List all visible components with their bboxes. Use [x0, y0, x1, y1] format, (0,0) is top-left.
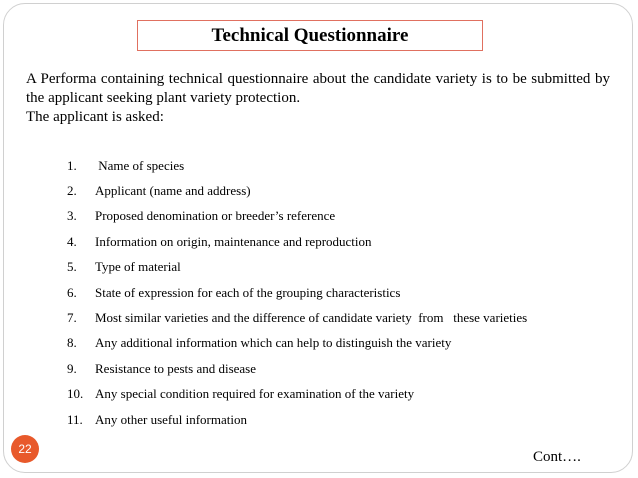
page-number: 22	[18, 442, 32, 456]
list-item	[67, 382, 617, 407]
list-item-text: Resistance to pests and disease	[95, 360, 257, 376]
list-item	[67, 255, 617, 280]
list-item-text: Name of species	[95, 157, 185, 173]
list-item	[67, 305, 617, 330]
list-item-number: 3.	[67, 208, 77, 224]
list-item-text: Information on origin, maintenance and reproduction	[95, 233, 372, 249]
list-item-number: 9.	[67, 360, 77, 376]
list-item-text: Any additional information which can help to distinguish the variety	[95, 335, 452, 351]
questionnaire-list	[67, 153, 617, 432]
continued-label: Cont….	[533, 449, 581, 465]
list-item-text: Any special condition required for examination of the variety	[95, 386, 415, 402]
slide-title	[137, 20, 483, 51]
intro-question: The applicant is asked:	[26, 109, 164, 125]
intro-paragraph	[26, 70, 610, 127]
list-item-number: 10.	[67, 386, 84, 402]
list-item-text: Most similar varieties and the difference of candidate variety from these varieties	[95, 310, 528, 326]
list-item-number: 8.	[67, 335, 77, 351]
list-item	[67, 153, 617, 178]
page-number-badge	[11, 435, 39, 463]
list-item-number: 6.	[67, 284, 77, 300]
list-item-number: 1.	[67, 157, 77, 173]
list-item	[67, 356, 617, 381]
list-item	[67, 229, 617, 254]
list-item-text: Type of material	[95, 259, 181, 275]
intro-text: A Performa containing technical questionnaire about the candidate variety is to be submitted by the applicant seeking plant variety protection.	[26, 71, 610, 106]
list-item-text: Proposed denomination or breeder’s reference	[95, 208, 336, 224]
list-item-text: State of expression for each of the grouping characteristics	[95, 284, 401, 300]
list-item-text: Any other useful information	[95, 411, 247, 427]
list-item	[67, 280, 617, 305]
list-item	[67, 204, 617, 229]
list-item-number: 11.	[67, 411, 83, 427]
list-item-number: 7.	[67, 310, 77, 326]
list-item-number: 2.	[67, 183, 77, 199]
list-item	[67, 331, 617, 356]
list-item	[67, 407, 617, 432]
list-item-number: 5.	[67, 259, 77, 275]
slide-title-text: Technical Questionnaire	[211, 24, 409, 46]
list-item	[67, 178, 617, 203]
list-item-text: Applicant (name and address)	[95, 183, 251, 199]
list-item-number: 4.	[67, 233, 77, 249]
